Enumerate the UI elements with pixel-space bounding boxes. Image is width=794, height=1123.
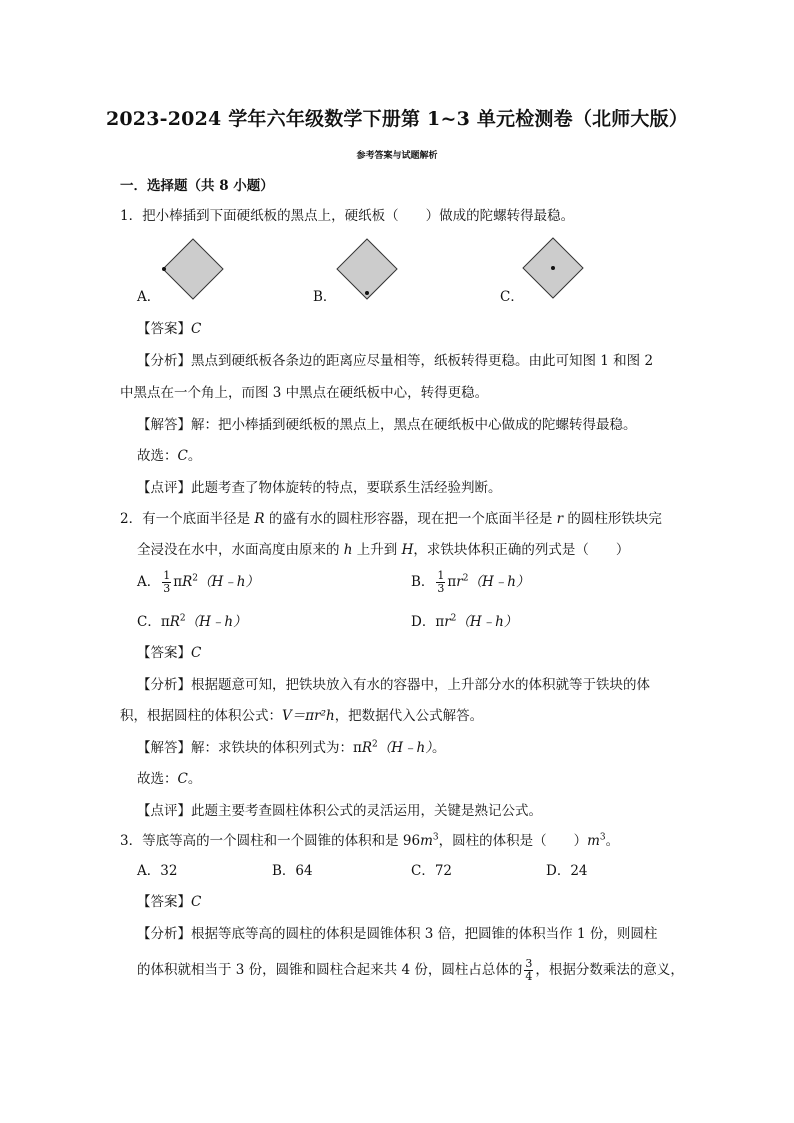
q3-option-d: D．24 — [546, 863, 588, 879]
q3-option-b: B．64 — [272, 863, 313, 879]
q2-comment: 【点评】此题主要考查圆柱体积公式的灵活运用，关键是熟记公式。 — [137, 803, 542, 819]
q1-dot-a — [162, 267, 166, 271]
q1-option-b: B． — [313, 289, 337, 305]
q1-choice: 故选：C。 — [137, 448, 202, 464]
q1-option-c: C． — [500, 289, 524, 305]
q2-stem-cont: 全浸没在水中，水面高度由原来的 h 上升到 H，求铁块体积正确的列式是（ ） — [137, 542, 630, 558]
q3-analysis-cont: 的体积就相当于 3 份，圆锥和圆柱合起来共 4 份，圆柱占总体的 $\frac{3}{4}$ ，根据分数乘法的意义， — [137, 957, 684, 983]
q2-option-b: B． $\frac{1}{3}$ $\pi r^2(H﹣h)$ — [411, 569, 530, 595]
q2-option-d: D．$\pi r^2(H﹣h)$ — [411, 613, 518, 630]
q3-analysis: 【分析】根据等底等高的圆柱的体积是圆锥体积 3 倍，把圆锥的体积当作 1 份，则圆柱 — [137, 926, 658, 942]
q2-solution: 【解答】解：求铁块的体积列式为：$\pi R^2(H﹣h)$。 — [137, 739, 446, 756]
q2-stem: 2．有一个底面半径是 R 的盛有水的圆柱形容器，现在把一个底面半径是 r 的圆柱形铁块完 — [120, 511, 662, 527]
q1-analysis-cont: 中黑点在一个角上，而图 3 中黑点在硬纸板中心，转得更稳。 — [120, 385, 489, 401]
q1-dot-c — [551, 266, 555, 270]
q1-option-a: A． — [137, 289, 161, 305]
section-heading: 一．选择题（共 8 小题） — [120, 178, 274, 194]
q2-analysis: 【分析】根据题意可知，把铁块放入有水的容器中，上升部分水的体积就等于铁块的体 — [137, 677, 650, 693]
q2-option-a: A． $\frac{1}{3}$ $\pi R^2(H﹣h)$ — [137, 569, 259, 595]
q3-option-a: A．32 — [137, 863, 178, 879]
q1-comment: 【点评】此题考查了物体旋转的特点，要联系生活经验判断。 — [137, 480, 502, 496]
page-subtitle: 参考答案与试题解析 — [356, 151, 438, 161]
q1-figure-a — [160, 237, 230, 307]
q3-option-c: C．72 — [411, 863, 453, 879]
q2-analysis-cont: 积，根据圆柱的体积公式：V＝πr²h，把数据代入公式解答。 — [120, 708, 484, 724]
q1-dot-b — [365, 291, 369, 295]
q1-analysis: 【分析】黑点到硬纸板各条边的距离应尽量相等，纸板转得更稳。由此可知图 1 和图 2 — [137, 353, 654, 369]
q2-choice: 故选：C。 — [137, 771, 202, 787]
q3-stem: 3．等底等高的一个圆柱和一个圆锥的体积和是 $96m^3$，圆柱的体积是（ ）$m^3$。 — [120, 832, 620, 849]
q1-figure-b — [334, 237, 404, 307]
q1-stem: 1．把小棒插到下面硬纸板的黑点上，硬纸板（ ）做成的陀螺转得最稳。 — [120, 208, 575, 224]
page-title: 2023-2024 学年六年级数学下册第 1~3 单元检测卷（北师大版） — [105, 108, 689, 130]
q2-answer: 【答案】C — [137, 645, 202, 661]
q1-solution: 【解答】解：把小棒插到硬纸板的黑点上，黑点在硬纸板中心做成的陀螺转得最稳。 — [137, 417, 637, 433]
q2-option-c: C．$\pi R^2(H﹣h)$ — [137, 613, 247, 630]
q1-answer: 【答案】C — [137, 321, 202, 337]
q3-answer: 【答案】C — [137, 894, 202, 910]
q1-figure-c — [520, 236, 590, 306]
